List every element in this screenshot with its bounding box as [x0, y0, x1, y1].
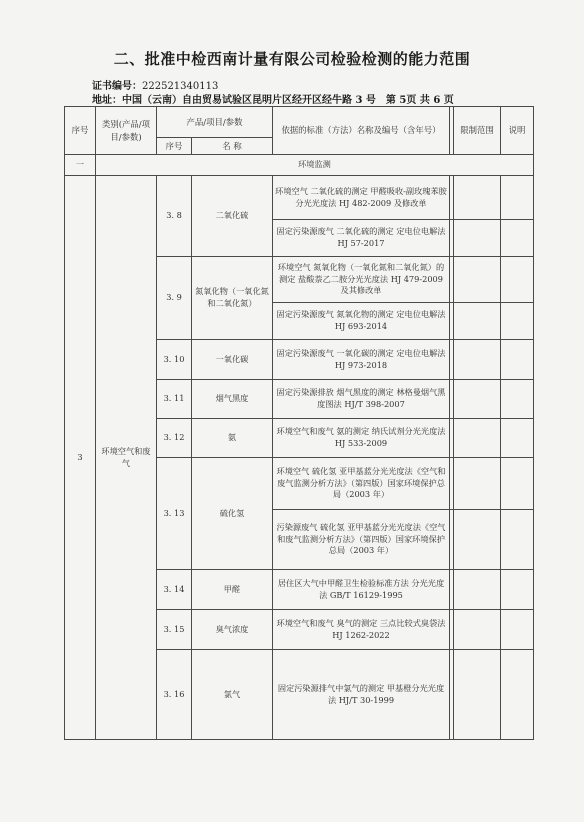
item-name: 一氧化碳 [192, 340, 273, 380]
header-limit: 限制范围 [454, 107, 501, 155]
note-cell [501, 610, 534, 650]
item-standard: 环境空气 氮氧化物（一氧化氮和二氧化氮）的测定 盐酸萘乙二胺分光光度法 HJ 479-2009 及其修改单 [273, 257, 450, 303]
note-cell [501, 570, 534, 610]
item-standard: 固定污染源排气中氯气的测定 甲基橙分光光度法 HJ/T 30-1999 [273, 650, 450, 740]
note-cell [501, 380, 534, 419]
limit-cell [454, 176, 501, 220]
item-standard: 固定污染源废气 一氧化碳的测定 定电位电解法 HJ 973-2018 [273, 340, 450, 380]
item-name: 烟气黑度 [192, 380, 273, 419]
group-seq: 3 [65, 176, 96, 740]
item-name: 氮氧化物（一氧化氮和二氧化氮） [192, 257, 273, 340]
certificate-label: 证书编号： [92, 81, 142, 92]
limit-cell [454, 340, 501, 380]
item-standard: 固定污染源排放 烟气黑度的测定 林格曼烟气黑度图法 HJ/T 398-2007 [273, 380, 450, 419]
certificate-number-line [92, 77, 218, 92]
limit-cell [454, 650, 501, 740]
limit-cell [454, 570, 501, 610]
item-standard: 固定污染源废气 氮氧化物的测定 定电位电解法 HJ 693-2014 [273, 303, 450, 340]
item-standard: 污染源废气 硫化氢 亚甲基蓝分光光度法《空气和废气监测分析方法》（第四版）国家环境保护总局（2003 年） [273, 510, 450, 570]
item-name: 硫化氢 [192, 458, 273, 570]
item-standard: 居住区大气中甲醛卫生检验标准方法 分光光度法 GB/T 16129-1995 [273, 570, 450, 610]
note-cell [501, 220, 534, 257]
limit-cell [454, 610, 501, 650]
item-no: 3. 16 [157, 650, 192, 740]
item-name: 氯气 [192, 650, 273, 740]
item-standard: 环境空气和废气 氨的测定 纳氏试剂分光光度法 HJ 533-2009 [273, 419, 450, 458]
item-no: 3. 12 [157, 419, 192, 458]
limit-cell [454, 458, 501, 510]
limit-cell [454, 510, 501, 570]
header-standard: 依据的标准（方法）名称及编号（含年号） [273, 107, 450, 155]
item-name: 氨 [192, 419, 273, 458]
note-cell [501, 510, 534, 570]
item-no: 3. 14 [157, 570, 192, 610]
limit-cell [454, 380, 501, 419]
item-standard: 环境空气 二氧化硫的测定 甲醛吸收-副玫瑰苯胺分光光度法 HJ 482-2009 及修改单 [273, 176, 450, 220]
page-indicator: 第 5页 共 6 页 [385, 95, 454, 106]
note-cell [501, 419, 534, 458]
note-cell [501, 458, 534, 510]
section-row [65, 155, 534, 176]
capability-table [64, 106, 534, 740]
address-value: 中国（云南）自由贸易试验区昆明片区经开区经牛路 3 号 [122, 95, 376, 106]
item-no: 3. 9 [157, 257, 192, 340]
item-standard: 固定污染源废气 二氧化硫的测定 定电位电解法 HJ 57-2017 [273, 220, 450, 257]
header-note: 说明 [501, 107, 534, 155]
group-category: 环境空气和废气 [96, 176, 157, 740]
item-standard: 环境空气和废气 臭气的测定 三点比较式臭袋法 HJ 1262-2022 [273, 610, 450, 650]
item-no: 3. 11 [157, 380, 192, 419]
header-category: 类别(产品/项目/参数) [96, 107, 157, 155]
note-cell [501, 340, 534, 380]
limit-cell [454, 419, 501, 458]
section-seq: 一 [65, 155, 96, 176]
item-no: 3. 13 [157, 458, 192, 570]
note-cell [501, 650, 534, 740]
table-row [65, 176, 534, 220]
section-name: 环境监测 [96, 155, 534, 176]
header-seq: 序号 [65, 107, 96, 155]
item-no: 3. 8 [157, 176, 192, 257]
item-no: 3. 15 [157, 610, 192, 650]
header-name: 名 称 [192, 138, 273, 155]
certificate-number: 222521340113 [142, 81, 219, 92]
address-line [92, 91, 454, 106]
item-name: 臭气浓度 [192, 610, 273, 650]
limit-cell [454, 303, 501, 340]
item-name: 二氧化硫 [192, 176, 273, 257]
page-title: 二、批准中检西南计量有限公司检验检测的能力范围 [113, 50, 471, 68]
note-cell [501, 303, 534, 340]
note-cell [501, 257, 534, 303]
item-name: 甲醛 [192, 570, 273, 610]
limit-cell [454, 257, 501, 303]
address-label: 地址： [92, 95, 122, 106]
note-cell [501, 176, 534, 220]
item-no: 3. 10 [157, 340, 192, 380]
header-product-group: 产品/项目/参数 [157, 107, 273, 138]
item-standard: 环境空气 硫化氢 亚甲基蓝分光光度法《空气和废气监测分析方法》（第四版）国家环境保护总局（2003 年） [273, 458, 450, 510]
limit-cell [454, 220, 501, 257]
header-sub-seq: 序号 [157, 138, 192, 155]
